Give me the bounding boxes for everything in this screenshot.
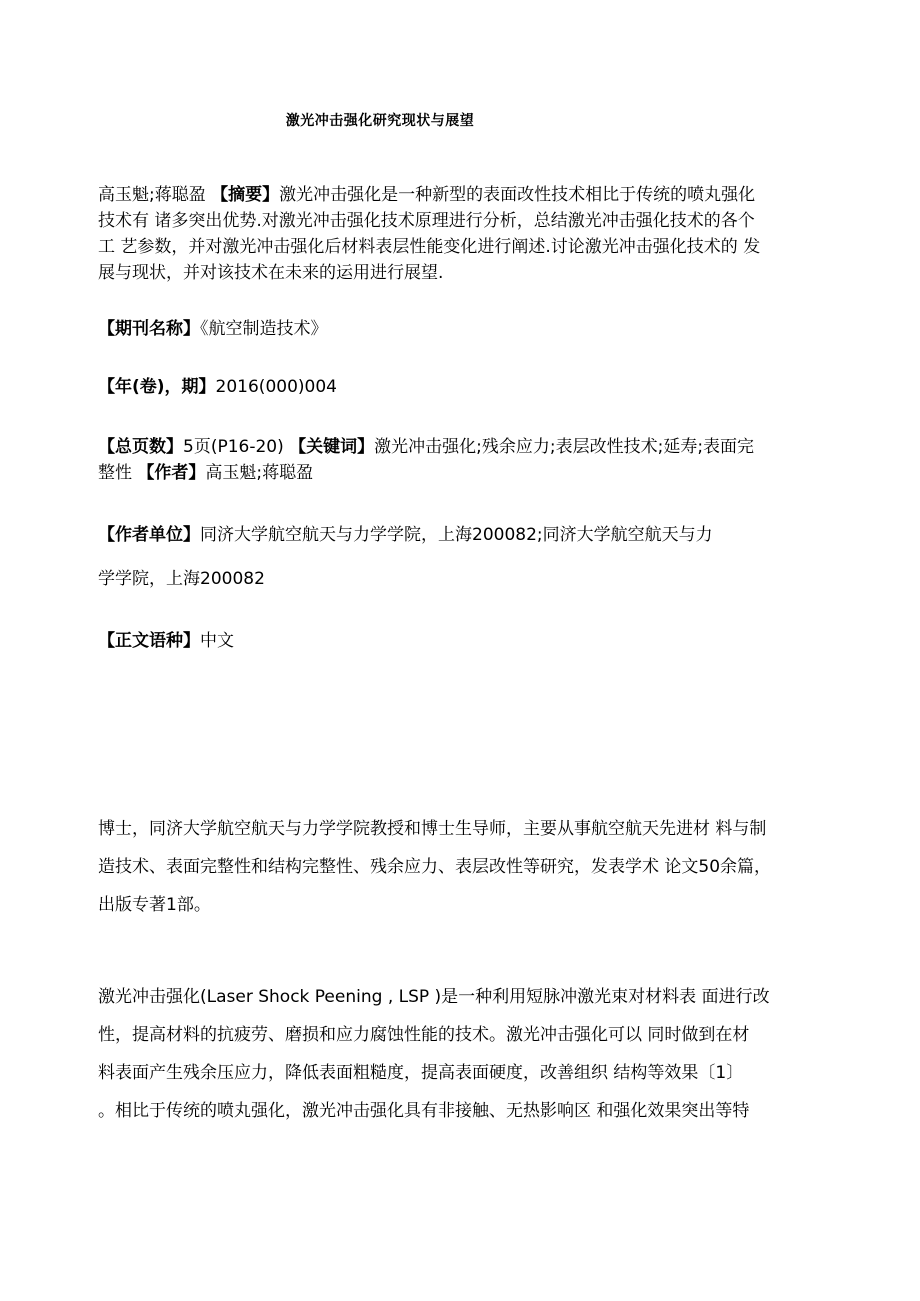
abstract-block [98, 182, 833, 286]
journal-label: 【期刊名称】 [98, 319, 200, 339]
language-field [98, 628, 833, 654]
abstract-line: 技术有 诸多突出优势.对激光冲击强化技术原理进行分析，总结激光冲击强化技术的各个 [98, 211, 755, 231]
document-title: 激光冲击强化研究现状与展望 [285, 113, 475, 129]
journal-field [98, 316, 833, 342]
bio-line: 博士，同济大学航空航天与力学学院教授和博士生导师，主要从事航空航天先进材 料与制 [98, 819, 767, 839]
keywords-value: 激光冲击强化;残余应力;表层改性技术;延寿;表面完 [374, 437, 755, 457]
journal-value: 《航空制造技术》 [200, 319, 328, 339]
abstract-text: 激光冲击强化是一种新型的表面改性技术相比于传统的喷丸强化 [279, 185, 756, 205]
abstract-line [98, 182, 833, 208]
year-field [98, 374, 833, 400]
author-value: 高玉魁;蒋聪盈 [205, 463, 314, 483]
year-value: 2016(000)004 [215, 377, 337, 397]
affiliation-field [98, 522, 833, 548]
language-label: 【正文语种】 [98, 631, 200, 651]
affiliation-value-line2: 学学院，上海200082 [98, 569, 265, 589]
year-label: 【年(卷)，期】 [98, 377, 216, 397]
bio-paragraph [98, 810, 833, 924]
affiliation-value: 同济大学航空航天与力学学院，上海200082;同济大学航空航天与力 [200, 525, 713, 545]
body-line: 性，提高材料的抗疲劳、磨损和应力腐蚀性能的技术。激光冲击强化可以 同时做到在材 [98, 1025, 750, 1045]
keywords-label: 【关键词】 [289, 437, 375, 457]
pages-keywords-field [98, 434, 833, 486]
abstract-label: 【摘要】 [211, 185, 280, 205]
authors-inline: 高玉魁;蒋聪盈 [98, 185, 212, 205]
keywords-value-cont: 整性 [98, 463, 138, 483]
abstract-line: 展与现状，并对该技术在未来的运用进行展望. [98, 263, 444, 283]
pages-label: 【总页数】 [98, 437, 183, 457]
body-line: 料表面产生残余压应力，降低表面粗糙度，提高表面硬度，改善组织 结构等效果〔1〕 [98, 1063, 744, 1083]
abstract-line: 工 艺参数，并对激光冲击强化后材料表层性能变化进行阐述.讨论激光冲击强化技术的 发 [98, 237, 761, 257]
affiliation-label: 【作者单位】 [98, 525, 200, 545]
language-value: 中文 [200, 631, 234, 651]
body-line: 。相比于传统的喷丸强化，激光冲击强化具有非接触、无热影响区 和强化效果突出等特 [98, 1101, 750, 1121]
body-paragraph [98, 978, 833, 1130]
body-line: 激光冲击强化(Laser Shock Peening , LSP )是一种利用短脉冲激光束对材料表 面进行改 [98, 987, 770, 1007]
bio-line: 出版专著1部。 [98, 895, 211, 915]
affiliation-cont [98, 566, 833, 592]
pages-value: 5页(P16-20) [183, 437, 290, 457]
author-label: 【作者】 [137, 463, 206, 483]
bio-line: 造技术、表面完整性和结构完整性、残余应力、表层改性等研究，发表学术 论文50余篇， [98, 857, 772, 877]
